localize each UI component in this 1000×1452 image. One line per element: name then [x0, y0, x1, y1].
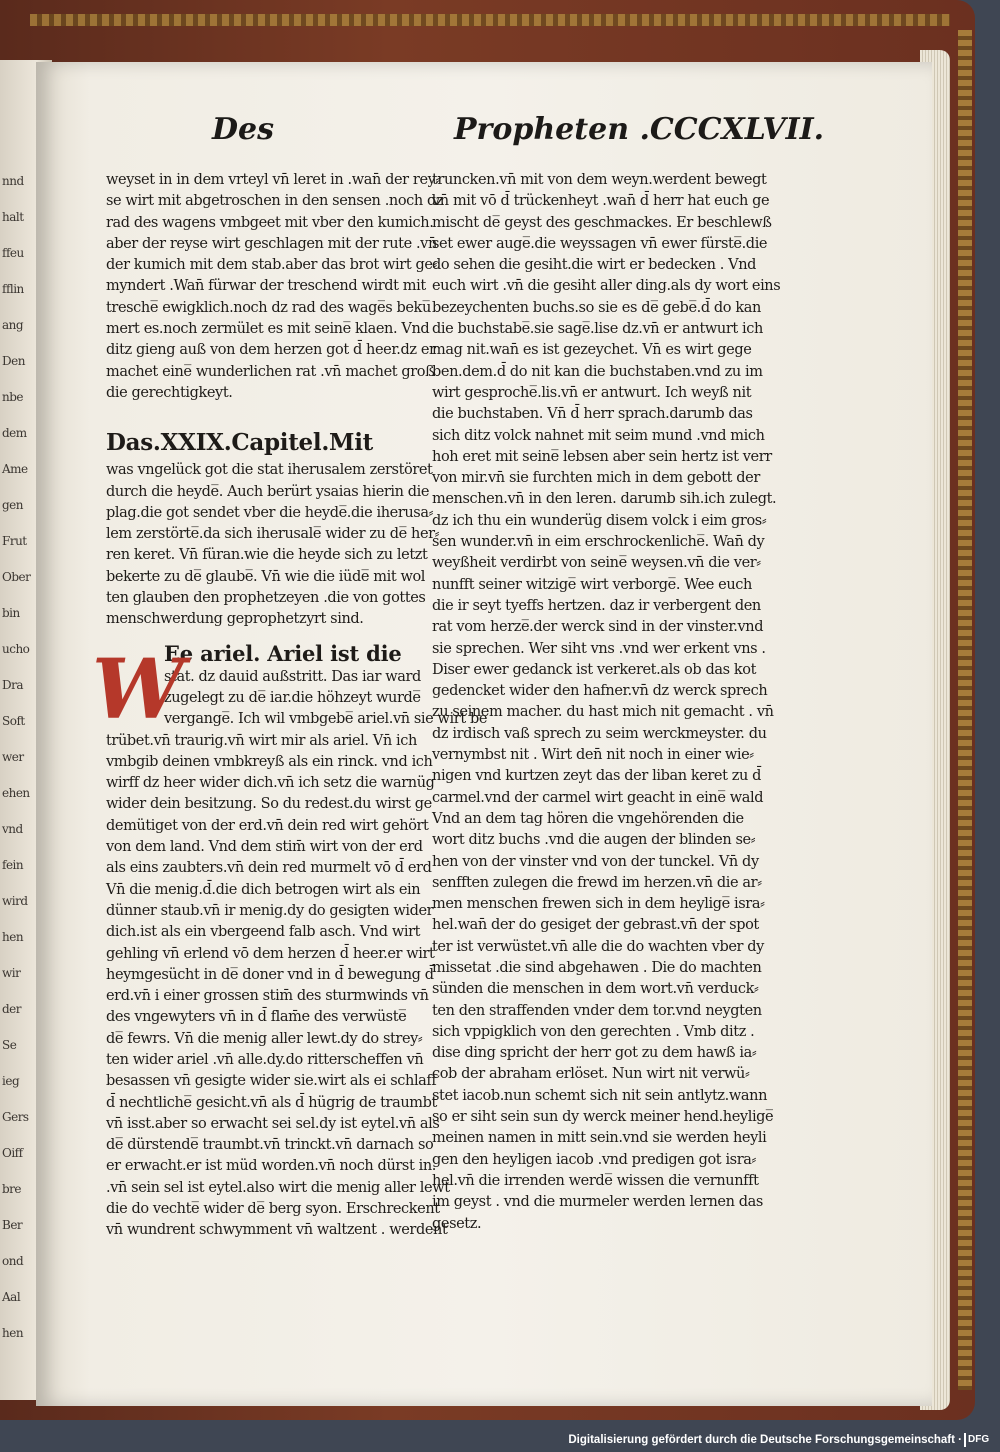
gilt-top-edge	[30, 14, 950, 26]
text-line: dise ding spricht der herr got zu dem hawß ia⸗	[432, 1045, 757, 1062]
text-line: weyßheit verdirbt von seine̅ weysen.vn̄ die ver⸗	[432, 555, 761, 572]
dfg-logo: DFG	[964, 1433, 996, 1447]
margin-fragment: gen	[2, 498, 24, 512]
margin-fragment: Ober	[2, 570, 31, 584]
text-line: bezeychenten buchs.so sie es de̅ gebe̅.d̄ do kan	[432, 299, 761, 316]
text-line: zugelegt zu de̅ iar.die höhzeyt wurde̅	[164, 689, 421, 706]
text-line: die do vechte̅ wider de̅ berg syon. Erschreckent	[106, 1201, 440, 1218]
text-line: gehling vn̄ erlend vō dem herzen d̄ heer.er wirt	[106, 945, 435, 962]
text-line: weyset in in dem vrteyl vn̄ leret in .wan̄ der rey⸗	[106, 172, 440, 188]
text-line: ten den straffenden vnder dem tor.vnd neygten	[432, 1002, 762, 1019]
text-line: im geyst . vnd die murmeler werden lernen das	[432, 1194, 763, 1211]
text-line: ditz gieng auß von dem herzen got d̄ heer.dz er	[106, 342, 436, 359]
incipit-line: Ee ariel. Ariel ist die	[164, 640, 402, 666]
text-line: d̄ nechtliche̅ gesicht.vn̄ als d̄ hügrig de traumbt	[106, 1094, 437, 1111]
text-line: Vnd an dem tag hören die vngehörenden die	[432, 810, 744, 827]
text-line: zu seinem macher. du hast mich nit gemacht . vn̄	[432, 704, 774, 721]
text-line: ren keret. Vn̄ füran.wie die heyde sich zu letzt	[106, 547, 428, 564]
text-line: wort ditz buchs .vnd die augen der blinden se⸗	[432, 832, 756, 849]
margin-fragment: wird	[2, 894, 28, 908]
margin-fragment: hen	[2, 930, 24, 944]
margin-fragment: Gers	[2, 1110, 29, 1124]
text-line: mag nit.wan̄ es ist gezeychet. Vn̄ es wirt gege	[432, 342, 752, 359]
text-line: dünner staub.vn̄ ir menig.dy do gesigten wider	[106, 902, 434, 919]
text-line: lem zerstörte̅.da sich iherusale̅ wider zu de̅ her⸗	[106, 526, 440, 543]
margin-fragment: fein	[2, 858, 24, 872]
text-line: rat vom herze̅.der werck sind in der vinster.vnd	[432, 619, 764, 636]
text-line: men menschen frewen sich in dem heylige̅ isra⸗	[432, 896, 765, 913]
text-line: trübet.vn̄ traurig.vn̄ wirt mir als ariel. Vn̄ ich	[106, 732, 417, 749]
margin-fragment: ehen	[2, 786, 30, 800]
text-line: bekerte zu de̅ glaube̅. Vn̄ wie die iüde̅ mit wol	[106, 568, 426, 585]
running-head-right: Propheten .CCCXLVII.	[454, 112, 825, 147]
margin-fragment: dem	[2, 426, 27, 440]
text-line: missetat .die sind abgehawen . Die do machten	[432, 959, 762, 976]
text-line: von mir.vn̄ sie furchten mich in dem gebott der	[432, 470, 760, 487]
text-line: vergange̅. Ich wil vmbgebe̅ ariel.vn̄ sie wirt be	[164, 711, 488, 728]
margin-fragment: Frut	[2, 534, 27, 548]
text-line: se wirt mit abgetroschen in den sensen .noch dz	[106, 193, 444, 210]
text-line: vn̄ mit vō d̄ trückenheyt .wan̄ d̄ herr hat euch ge	[432, 193, 770, 210]
text-line: hen von der vinster vnd von der tunckel. Vn̄ dy	[432, 853, 759, 870]
text-line: von dem land. Vnd dem stim̄ wirt von der erd	[106, 839, 423, 856]
margin-fragment: ffeu	[2, 246, 24, 260]
margin-fragment: wer	[2, 750, 24, 764]
text-line: erd.vn̄ i einer grossen stim̄ des sturmwinds vn̄	[106, 988, 429, 1005]
text-line: sen wunder.vn̄ in eim erschrockenliche̅. Wan̄ dy	[432, 534, 765, 551]
text-line: wider dein besitzung. So du redest.du wirst ge	[106, 796, 432, 813]
margin-fragment: vnd	[2, 822, 23, 836]
text-line: aber der reyse wirt geschlagen mit der rute .vn̄	[106, 235, 437, 252]
text-line: stat. dz dauid außstritt. Das iar ward	[164, 668, 421, 685]
text-line: der kumich mit dem stab.aber das brot wirt ge⸗	[106, 257, 437, 274]
text-line: die ir seyt tyeffs hertzen. daz ir verbergent den	[432, 597, 761, 614]
text-line: so er siht sein sun dy werck meiner hend.heylige̅	[432, 1109, 774, 1126]
margin-fragment: nnd	[2, 174, 24, 188]
text-line: truncken.vn̄ mit von dem weyn.werdent bewegt	[432, 172, 767, 188]
text-line: meinen namen in mitt sein.vnd sie werden heyli	[432, 1130, 767, 1147]
margin-fragment: Dra	[2, 678, 24, 692]
margin-fragment: ond	[2, 1254, 24, 1268]
text-line: vmbgib deinen vmbkreyß als ein rinck. vnd ich	[106, 753, 433, 770]
text-line: menschen.vn̄ in den leren. darumb sih.ich zulegt.	[432, 491, 777, 508]
text-line: dich.ist als ein vbergeend falb asch. Vnd wirt	[106, 924, 421, 941]
rubricated-initial: W	[92, 641, 185, 738]
text-line: cob der abraham erlöset. Nun wirt nit verwü⸗	[432, 1066, 750, 1083]
text-line: tresche̅ ewigklich.noch dz rad des wage̅s beku̅	[106, 299, 431, 316]
text-line: euch wirt .vn̄ die gesiht aller ding.als dy wort eins	[432, 278, 781, 295]
margin-fragment: Den	[2, 354, 25, 368]
text-line: demütiget von der erd.vn̄ dein red wirt gehört	[106, 817, 429, 834]
text-line: mischt de̅ geyst des geschmackes. Er beschlewß	[432, 214, 772, 231]
margin-fragment: Ame	[2, 462, 28, 476]
text-line: gedencket wider den hafner.vn̄ dz werck sprech	[432, 683, 768, 700]
margin-fragment: Aal	[2, 1290, 21, 1304]
text-line: myndert .Wan̄ fürwar der treschend wirdt mit	[106, 278, 426, 295]
text-line: durch die heyde̅. Auch berürt ysaias hierin die	[106, 483, 430, 500]
text-line: ben.dem.d̄ do nit kan die buchstaben.vnd zu im	[432, 363, 763, 380]
funding-notice: Digitalisierung gefördert durch die Deutsche Forschungsgemeinschaft ·	[568, 1434, 962, 1446]
margin-fragment: ucho	[2, 642, 30, 656]
margin-fragment: Oiff	[2, 1146, 23, 1160]
text-line: hel.vn̄ die irrenden werde̅ wissen die vernunfft	[432, 1172, 759, 1189]
text-line: ten wider ariel .vn̄ alle.dy.do ritterscheffen vn̄	[106, 1051, 424, 1068]
text-line: sünden die menschen in dem wort.vn̄ verduck⸗	[432, 981, 759, 998]
running-head-left: Des	[212, 112, 274, 147]
text-column-right	[432, 170, 781, 1235]
margin-fragment: ieg	[2, 1074, 20, 1088]
text-line: die buchstaben. Vn̄ d̄ herr sprach.darumb das	[432, 406, 753, 423]
text-line: dz ich thu ein wunderüg disem volck i eim gros⸗	[432, 512, 767, 529]
margin-fragment: bre	[2, 1182, 22, 1196]
text-line: sie sprechen. Wer siht vns .vnd wer erkent vns .	[432, 640, 766, 657]
text-line: vernymbst nit . Wirt den̄ nit noch in einer wie⸗	[432, 747, 754, 764]
book-page	[36, 62, 932, 1406]
gilt-fore-edge	[958, 30, 972, 1390]
text-line: Vn̄ die menig.d̄.die dich betrogen wirt als ein	[106, 881, 421, 898]
text-line: de̅ dürstende̅ traumbt.vn̄ trinckt.vn̄ darnach so	[106, 1137, 434, 1154]
text-line: ten glauben den prophetzeyen .die von gottes	[106, 590, 426, 607]
text-line: plag.die got sendet vber die heyde̅.die iherusa⸗	[106, 504, 434, 521]
text-line: menschwerdung geprophetzyrt sind.	[106, 611, 364, 628]
text-line: senfften zulegen die frewd im herzen.vn̄ die ar⸗	[432, 874, 762, 891]
margin-fragment: halt	[2, 210, 24, 224]
text-line: was vngelück got die stat iherusalem zerstöret	[106, 462, 433, 479]
text-line: hoh eret mit seine̅ lebsen aber sein hertz ist verr	[432, 448, 772, 465]
text-line: wirff dz heer wider dich.vn̄ ich setz die warnüg	[106, 775, 435, 792]
text-line: nigen vnd kurtzen zeyt das der liban keret zu d̄	[432, 768, 762, 785]
text-line: wirt gesproche̅.lis.vn̄ er antwurt. Ich weyß nit	[432, 384, 752, 401]
text-line: ter ist verwüstet.vn̄ alle die do wachten vber dy	[432, 938, 764, 955]
text-line: heymgesücht in de̅ doner vnd in d̄ bewegung d̄	[106, 966, 434, 983]
text-line: machet eine̅ wunderlichen rat .vn̄ machet groß	[106, 363, 435, 380]
text-line: do sehen die gesiht.die wirt er bedecken . Vnd	[432, 257, 757, 274]
margin-fragment: bin	[2, 606, 20, 620]
text-line: set ewer auge̅.die weyssagen vn̄ ewer fürste̅.die	[432, 235, 768, 252]
text-line: er erwacht.er ist müd worden.vn̄ noch dürst in.	[106, 1158, 436, 1175]
text-line: dz irdisch vaß sprech zu seim werckmeyster. du	[432, 725, 767, 742]
text-line: gen den heyligen iacob .vnd predigen got isra⸗	[432, 1151, 756, 1168]
text-line: hel.wan̄ der do gesiget der gebrast.vn̄ der spot	[432, 917, 759, 934]
text-line: .vn̄ sein sel ist eytel.also wirt die menig aller lewt	[106, 1179, 450, 1196]
text-line: mert es.noch zermület es mit seine̅ klaen. Vnd	[106, 321, 430, 338]
margin-fragment: Ber	[2, 1218, 23, 1232]
margin-fragment: nbe	[2, 390, 24, 404]
text-line: besassen vn̄ gesigte wider sie.wirt als ei schlaff	[106, 1073, 437, 1090]
text-line: Diser ewer gedanck ist verkeret.als ob das kot	[432, 661, 756, 678]
text-line: gesetz.	[432, 1215, 482, 1232]
text-line: de̅ fewrs. Vn̄ die menig aller lewt.dy do strey⸗	[106, 1030, 423, 1047]
text-line: nunfft seiner witzige̅ wirt verborge̅. Wee euch	[432, 576, 752, 593]
margin-fragment: fflin	[2, 282, 24, 296]
margin-fragment: hen	[2, 1326, 24, 1340]
footer-bar	[0, 1428, 1000, 1452]
text-line: als eins zaubters.vn̄ dein red murmelt vō d̄ erd	[106, 860, 432, 877]
text-line: sich ditz volck nahnet mit seim mund .vnd mich	[432, 427, 765, 444]
margin-fragment: wir	[2, 966, 21, 980]
margin-fragment: Soft	[2, 714, 25, 728]
text-line: des vngewyters vn̄ in d̄ flam̄e des verwüste̅	[106, 1009, 407, 1026]
text-line: die buchstabe̅.sie sage̅.lise dz.vn̄ er antwurt ich	[432, 321, 763, 338]
text-line: die gerechtigkeyt.	[106, 384, 233, 401]
text-line: vn̄ isst.aber so erwacht sei sel.dy ist eytel.vn̄ als	[106, 1115, 440, 1132]
text-line: rad des wagens vmbgeet mit vber den kumich.	[106, 214, 434, 231]
text-line: sich vppigklich von den gerechten . Vmb ditz .	[432, 1023, 755, 1040]
margin-fragment: ang	[2, 318, 24, 332]
margin-fragment: Se	[2, 1038, 17, 1052]
chapter-heading: Das.XXIX.Capitel.Mit	[106, 429, 373, 457]
text-line: vn̄ wundrent schwymment vn̄ waltzent . werdent	[106, 1222, 448, 1239]
text-line: carmel.vnd der carmel wirt geacht in eine̅ wald	[432, 789, 764, 806]
text-line: stet iacob.nun schemt sich nit sein antlytz.wann	[432, 1087, 768, 1104]
margin-fragment: der	[2, 1002, 22, 1016]
